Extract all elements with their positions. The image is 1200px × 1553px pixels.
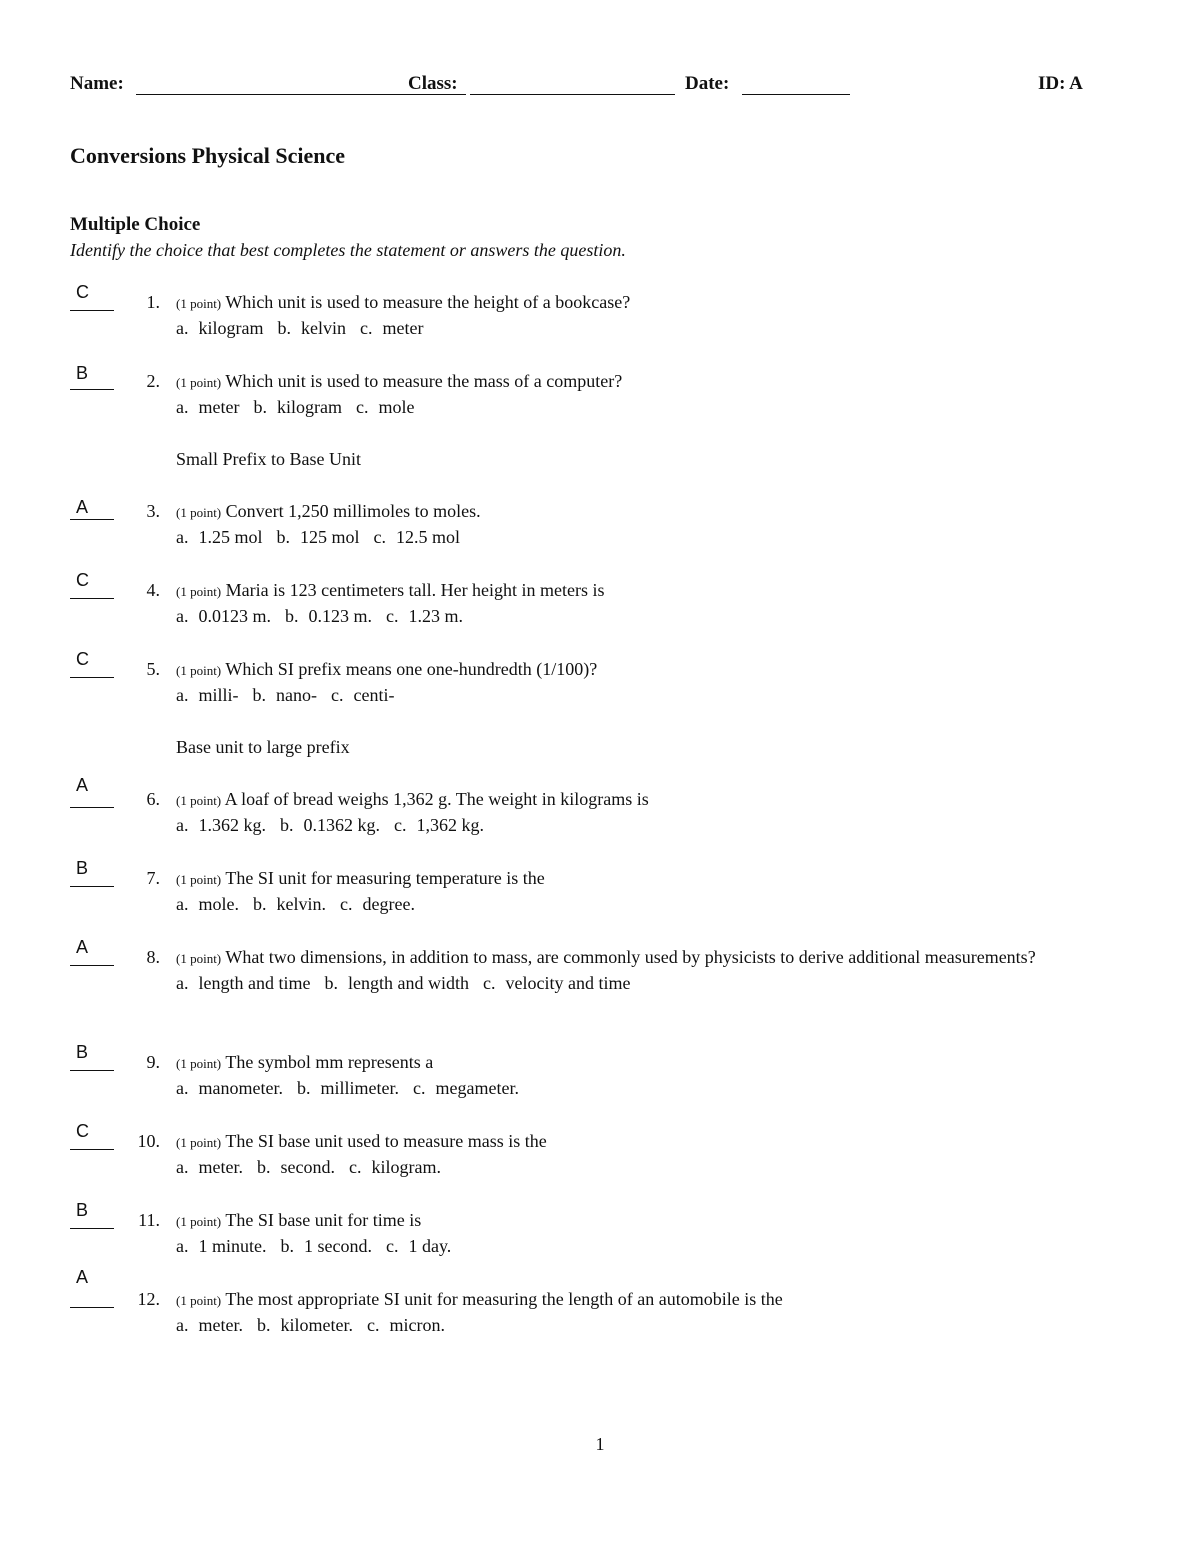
answer-blank[interactable] xyxy=(70,1307,114,1308)
answer-choice[interactable] xyxy=(253,894,326,914)
question-number: 1. xyxy=(146,292,160,312)
question-text: A loaf of bread weighs 1,362 g. The weight in kilograms is xyxy=(224,789,649,809)
answer-choice[interactable] xyxy=(374,527,461,547)
question-stem xyxy=(176,369,1076,395)
choice-letter: c. xyxy=(385,1236,399,1256)
choice-text: kelvin. xyxy=(276,894,326,914)
choice-letter: b. xyxy=(324,973,338,993)
point-value: (1 point) xyxy=(176,505,222,520)
question-text: The SI base unit for time is xyxy=(225,1210,422,1230)
answer-blank[interactable] xyxy=(70,1070,114,1071)
answer-blank[interactable] xyxy=(70,965,114,966)
class-field-line[interactable] xyxy=(470,94,675,95)
choice-row xyxy=(176,813,1076,838)
question-text: What two dimensions, in addition to mass, are commonly used by physicists to derive additional measurements? xyxy=(225,947,1036,967)
question-number: 5. xyxy=(146,659,160,679)
point-value: (1 point) xyxy=(176,296,222,311)
answer-blank[interactable] xyxy=(70,598,114,599)
choice-letter: b. xyxy=(252,685,266,705)
answer-mark: C xyxy=(76,649,89,669)
answer-blank[interactable] xyxy=(70,807,114,808)
choice-letter: b. xyxy=(253,894,267,914)
answer-choice[interactable] xyxy=(483,973,630,993)
answer-choice[interactable] xyxy=(349,1157,441,1177)
page-number: 1 xyxy=(595,1434,605,1454)
choice-text: kilogram xyxy=(198,318,264,338)
answer-choice[interactable] xyxy=(176,1315,243,1335)
choice-letter: a. xyxy=(176,1236,189,1256)
question-number: 3. xyxy=(146,501,160,521)
choice-letter: a. xyxy=(176,527,189,547)
choice-row xyxy=(176,525,1076,550)
question-body xyxy=(176,578,1076,629)
question-number: 8. xyxy=(146,947,160,967)
page-title: Conversions Physical Science xyxy=(70,143,345,168)
question-body xyxy=(176,945,1076,996)
choice-text: velocity and time xyxy=(505,973,631,993)
question-body xyxy=(176,499,1076,550)
choice-letter: a. xyxy=(176,973,189,993)
point-value: (1 point) xyxy=(176,584,222,599)
answer-mark: C xyxy=(76,1121,89,1141)
choice-letter: b. xyxy=(296,1078,311,1098)
question-stem xyxy=(176,787,1076,813)
answer-choice[interactable] xyxy=(360,318,423,338)
choice-row xyxy=(176,683,1076,708)
answer-blank[interactable] xyxy=(70,389,114,390)
answer-blank[interactable] xyxy=(70,310,114,311)
answer-mark: C xyxy=(76,282,89,302)
choice-text: 1.23 m. xyxy=(408,606,464,626)
choice-letter: b. xyxy=(280,1236,294,1256)
answer-mark: A xyxy=(76,497,89,517)
choice-row xyxy=(176,604,1076,629)
question-stem xyxy=(176,290,1076,316)
choice-text: 125 mol xyxy=(300,527,360,547)
question-number: 7. xyxy=(146,868,160,888)
point-value: (1 point) xyxy=(176,1293,222,1308)
choice-row xyxy=(176,971,1076,996)
choice-row xyxy=(176,1313,1076,1338)
answer-choice[interactable] xyxy=(253,685,317,705)
choice-row xyxy=(176,1155,1076,1180)
answer-blank[interactable] xyxy=(70,1228,114,1229)
choice-row xyxy=(176,1076,1076,1101)
choice-text: micron. xyxy=(389,1315,445,1335)
answer-choice[interactable] xyxy=(278,318,347,338)
answer-choice[interactable] xyxy=(176,318,264,338)
choice-text: kilogram. xyxy=(371,1157,441,1177)
choice-letter: a. xyxy=(176,685,189,705)
choice-letter: c. xyxy=(412,1078,426,1098)
question-stem xyxy=(176,657,1076,683)
point-value: (1 point) xyxy=(176,663,222,678)
class-label: Class: xyxy=(408,73,458,94)
choice-text: kilogram xyxy=(276,397,342,417)
answer-blank[interactable] xyxy=(70,1149,114,1150)
choice-letter: c. xyxy=(394,815,407,835)
answer-choice[interactable] xyxy=(413,1078,519,1098)
point-value: (1 point) xyxy=(176,951,222,966)
choice-text: degree. xyxy=(362,894,415,914)
choice-letter: b. xyxy=(256,1315,271,1335)
choice-letter: b. xyxy=(280,815,294,835)
choice-text: 0.123 m. xyxy=(308,606,373,626)
choice-letter: a. xyxy=(176,1078,189,1098)
question-body xyxy=(176,1208,1076,1259)
question-stem xyxy=(176,1050,1076,1076)
choice-text: meter. xyxy=(198,1157,243,1177)
choice-text: centi- xyxy=(353,685,395,705)
choice-letter: c. xyxy=(360,318,373,338)
answer-choice[interactable] xyxy=(331,685,394,705)
choice-row xyxy=(176,316,1076,341)
answer-mark: B xyxy=(76,858,89,878)
choice-text: mole. xyxy=(198,894,239,914)
question-stem xyxy=(176,578,1076,604)
choice-text: 1.362 kg. xyxy=(198,815,266,835)
question-stem xyxy=(176,866,1076,892)
question-number: 2. xyxy=(146,371,160,391)
question-stem xyxy=(176,1287,1076,1313)
choice-text: length and time xyxy=(198,973,311,993)
answer-choice[interactable] xyxy=(281,1236,372,1256)
choice-text: 1.25 mol xyxy=(198,527,263,547)
student-info-header xyxy=(70,73,1100,99)
choice-text: kilometer. xyxy=(280,1315,353,1335)
answer-choice[interactable] xyxy=(356,397,415,417)
choice-letter: c. xyxy=(340,894,353,914)
choice-text: second. xyxy=(280,1157,335,1177)
choice-text: 0.1362 kg. xyxy=(303,815,380,835)
answer-choice[interactable] xyxy=(386,1236,451,1256)
question-body xyxy=(176,866,1076,917)
choice-text: meter xyxy=(198,397,240,417)
answer-choice[interactable] xyxy=(176,606,271,626)
choice-letter: b. xyxy=(285,606,299,626)
choice-text: meter xyxy=(382,318,424,338)
subhead-large-prefix: Base unit to large prefix xyxy=(176,737,350,757)
question-number: 6. xyxy=(146,789,160,809)
choice-text: kelvin xyxy=(301,318,346,338)
choice-text: 0.0123 m. xyxy=(198,606,272,626)
choice-letter: a. xyxy=(176,815,189,835)
point-value: (1 point) xyxy=(176,793,222,808)
answer-choice[interactable] xyxy=(176,397,239,417)
answer-blank[interactable] xyxy=(70,886,114,887)
question-number: 9. xyxy=(146,1052,160,1072)
choice-text: length and width xyxy=(347,973,469,993)
answer-choice[interactable] xyxy=(340,894,415,914)
answer-choice[interactable] xyxy=(257,1157,335,1177)
question-number: 11. xyxy=(138,1210,160,1230)
choice-letter: c. xyxy=(386,606,399,626)
choice-text: 1 minute. xyxy=(198,1236,267,1256)
choice-text: 1 second. xyxy=(304,1236,372,1256)
question-text: The SI unit for measuring temperature is the xyxy=(225,868,545,888)
choice-text: millimeter. xyxy=(320,1078,399,1098)
name-label: Name: xyxy=(70,73,124,94)
point-value: (1 point) xyxy=(176,1214,222,1229)
answer-choice[interactable] xyxy=(176,894,239,914)
question-body xyxy=(176,1287,1076,1338)
answer-choice[interactable] xyxy=(176,815,266,835)
point-value: (1 point) xyxy=(176,872,222,887)
question-body xyxy=(176,787,1076,838)
choice-letter: a. xyxy=(176,397,189,417)
point-value: (1 point) xyxy=(176,375,222,390)
choice-text: meter. xyxy=(198,1315,243,1335)
question-text: The most appropriate SI unit for measuring the length of an automobile is the xyxy=(225,1289,783,1309)
choice-letter: c. xyxy=(366,1315,380,1335)
question-text: Which SI prefix means one one-hundredth (1/100)? xyxy=(225,659,598,679)
question-stem xyxy=(176,1208,1076,1234)
answer-mark: B xyxy=(76,1200,89,1220)
question-text: Convert 1,250 millimoles to moles. xyxy=(225,501,481,521)
choice-letter: b. xyxy=(276,527,291,547)
test-id-label: ID: A xyxy=(1038,73,1083,94)
choice-text: nano- xyxy=(276,685,317,705)
question-text: Maria is 123 centimeters tall. Her height in meters is xyxy=(225,580,605,600)
question-number: 4. xyxy=(146,580,160,600)
answer-mark: A xyxy=(76,775,89,795)
choice-row xyxy=(176,395,1076,420)
choice-text: mole xyxy=(378,397,415,417)
question-stem xyxy=(176,499,1076,525)
choice-text: 12.5 mol xyxy=(396,527,461,547)
answer-choice[interactable] xyxy=(176,1236,267,1256)
answer-mark: A xyxy=(76,1267,89,1287)
choice-letter: c. xyxy=(348,1157,362,1177)
answer-mark: A xyxy=(76,937,89,957)
choice-letter: a. xyxy=(176,1157,189,1177)
question-text: The symbol mm represents a xyxy=(225,1052,434,1072)
question-stem xyxy=(176,945,1076,971)
point-value: (1 point) xyxy=(176,1056,222,1071)
answer-choice[interactable] xyxy=(367,1315,445,1335)
question-body xyxy=(176,657,1076,708)
question-body xyxy=(176,1129,1076,1180)
question-body xyxy=(176,1050,1076,1101)
answer-choice[interactable] xyxy=(280,815,380,835)
question-number: 12. xyxy=(137,1289,160,1309)
answer-choice[interactable] xyxy=(324,973,468,993)
question-body xyxy=(176,369,1076,420)
answer-choice[interactable] xyxy=(257,1315,353,1335)
answer-choice[interactable] xyxy=(285,606,372,626)
question-body xyxy=(176,290,1076,341)
question-text: Which unit is used to measure the height of a bookcase? xyxy=(225,292,631,312)
question-text: Which unit is used to measure the mass of a computer? xyxy=(225,371,623,391)
choice-text: manometer. xyxy=(198,1078,283,1098)
answer-choice[interactable] xyxy=(277,527,360,547)
choice-text: megameter. xyxy=(435,1078,519,1098)
date-field-line[interactable] xyxy=(742,94,850,95)
question-number: 10. xyxy=(137,1131,160,1151)
choice-letter: b. xyxy=(253,397,267,417)
choice-row xyxy=(176,1234,1076,1259)
choice-letter: c. xyxy=(373,527,387,547)
choice-letter: a. xyxy=(176,894,189,914)
choice-letter: b. xyxy=(277,318,291,338)
answer-mark: B xyxy=(76,363,89,383)
answer-blank[interactable] xyxy=(70,677,114,678)
answer-choice[interactable] xyxy=(176,527,263,547)
answer-choice[interactable] xyxy=(297,1078,399,1098)
question-stem xyxy=(176,1129,1076,1155)
answer-mark: C xyxy=(76,570,89,590)
choice-letter: b. xyxy=(256,1157,271,1177)
choice-letter: c. xyxy=(482,973,496,993)
choice-letter: a. xyxy=(176,606,189,626)
choice-text: milli- xyxy=(198,685,239,705)
answer-choice[interactable] xyxy=(253,397,342,417)
answer-choice[interactable] xyxy=(394,815,484,835)
question-text: The SI base unit used to measure mass is the xyxy=(225,1131,547,1151)
answer-choice[interactable] xyxy=(176,1157,243,1177)
point-value: (1 point) xyxy=(176,1135,222,1150)
answer-choice[interactable] xyxy=(386,606,463,626)
section-instructions: Identify the choice that best completes the statement or answers the question. xyxy=(70,240,626,260)
choice-row xyxy=(176,892,1076,917)
answer-choice[interactable] xyxy=(176,685,239,705)
choice-text: 1,362 kg. xyxy=(416,815,484,835)
answer-mark: B xyxy=(76,1042,89,1062)
choice-letter: a. xyxy=(176,318,189,338)
date-label: Date: xyxy=(685,73,730,94)
answer-choice[interactable] xyxy=(176,1078,283,1098)
answer-choice[interactable] xyxy=(176,973,310,993)
choice-text: 1 day. xyxy=(408,1236,452,1256)
choice-letter: c. xyxy=(355,397,369,417)
choice-letter: c. xyxy=(330,685,344,705)
section-heading: Multiple Choice xyxy=(70,214,201,235)
choice-letter: a. xyxy=(176,1315,189,1335)
subhead-small-prefix: Small Prefix to Base Unit xyxy=(176,449,361,469)
